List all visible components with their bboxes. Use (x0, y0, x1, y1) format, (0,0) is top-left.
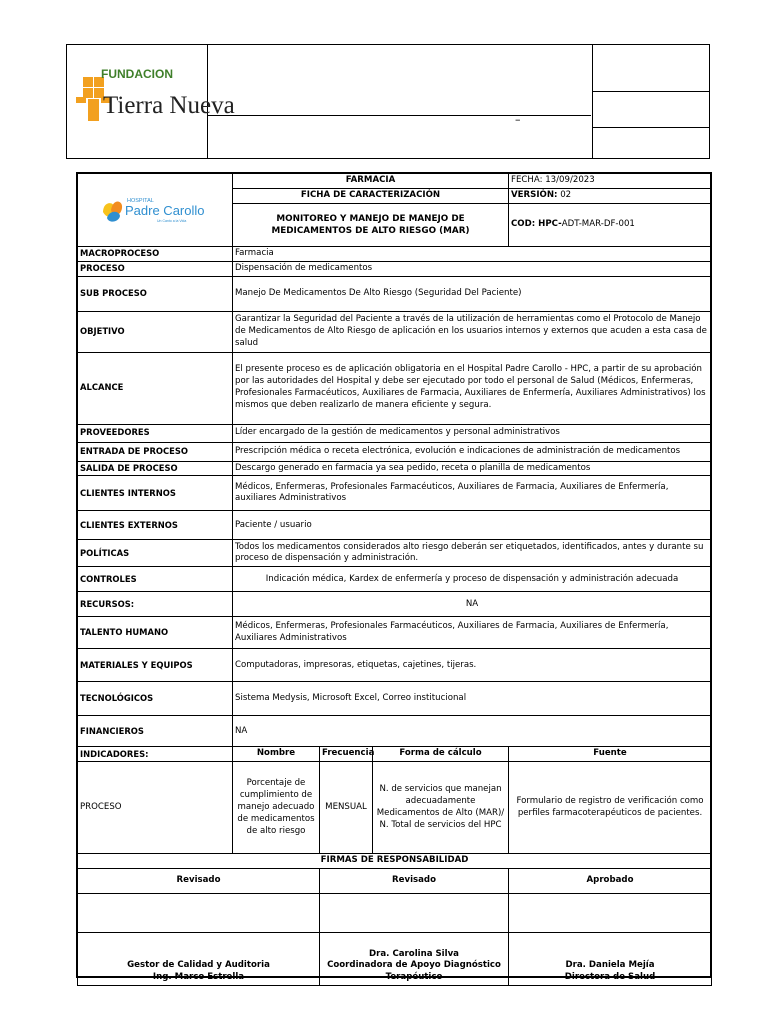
signature-space-3 (509, 894, 712, 933)
indicador-forma-calculo: N. de servicios que manejan adecuadamente Medicamentos de Alto (MAR)/ N. Total de servicios del HPC (373, 762, 509, 854)
code-field (509, 203, 712, 246)
signature-space-2 (320, 894, 509, 933)
indicadores-header-frecuencia: Frecuencia (320, 747, 373, 762)
clientes-externos-label: CLIENTES EXTERNOS (78, 511, 233, 540)
firmas-col-revisado-1: Revisado (78, 869, 320, 894)
indicador-nombre: Porcentaje de cumplimiento de manejo adecuado de medicamentos de alto riesgo (233, 762, 320, 854)
signature-block-3 (509, 933, 712, 986)
sig1-line2: Ing. Marco Estrella (152, 972, 245, 983)
tecnologicos-value: Sistema Medysis, Microsoft Excel, Correo institucional (233, 682, 712, 716)
materiales-label: MATERIALES Y EQUIPOS (78, 649, 233, 682)
proveedores-value: Líder encargado de la gestión de medicamentos y personal administrativos (233, 424, 712, 442)
indicador-frecuencia: MENSUAL (320, 762, 373, 854)
signature-space-1 (78, 894, 320, 933)
code-label: COD: HPC- (511, 218, 562, 229)
document-header (66, 44, 710, 159)
sig2-line1: Dra. Carolina Silva (369, 948, 459, 959)
clientes-internos-value: Médicos, Enfermeras, Profesionales Farmacéuticos, Auxiliares de Farmacia, Auxiliares de Enfermería, auxiliares Administrativos (233, 476, 712, 511)
tecnologicos-label: TECNOLÓGICOS (78, 682, 233, 716)
characterization-form (77, 173, 712, 986)
indicadores-header-forma: Forma de cálculo (373, 747, 509, 762)
firmas-col-aprobado: Aprobado (509, 869, 712, 894)
hospital-padre-carollo-logo (95, 188, 215, 228)
sig2-line3: Terapéutico (385, 972, 443, 983)
logo-tierra-nueva-text: Tierra Nueva (103, 92, 235, 119)
talento-humano-value: Médicos, Enfermeras, Profesionales Farmacéuticos, Auxiliares de Farmacia, Auxiliares de Enfermería, Auxiliares Administrativos (233, 617, 712, 649)
signature-block-2 (320, 933, 509, 986)
macroproceso-value: Farmacia (233, 246, 712, 261)
logo-fundacion-text: FUNDACION (101, 67, 173, 81)
signature-block-1 (78, 933, 320, 986)
proceso-label: PROCESO (78, 261, 233, 276)
subproceso-label: SUB PROCESO (78, 276, 233, 311)
politicas-label: POLÍTICAS (78, 540, 233, 567)
sig2-line2: Coordinadora de Apoyo Diagnóstico (327, 960, 501, 971)
indicadores-label: INDICADORES: (78, 747, 233, 762)
salida-label: SALIDA DE PROCESO (78, 461, 233, 476)
financieros-label: FINANCIEROS (78, 716, 233, 747)
materiales-value: Computadoras, impresoras, etiquetas, cajetines, tijeras. (233, 649, 712, 682)
document-title: MONITOREO Y MANEJO DE MANEJO DE MEDICAMENTOS DE ALTO RIESGO (MAR) (233, 203, 509, 246)
talento-humano-label: TALENTO HUMANO (78, 617, 233, 649)
sig3-line2: Directora de Salud (564, 972, 656, 983)
objetivo-label: OBJETIVO (78, 311, 233, 352)
alcance-value: El presente proceso es de aplicación obligatoria en el Hospital Padre Carollo - HPC, a partir de su aprobación por las autoridades del Hospital y debe ser ejecutado por todo el personal de Salud (Médicos, Enfermeras, Profesionales Farmacéuticos, Auxiliares de Farmacia, Auxiliares de Enfermería, Auxiliares Administrativos) los mismos que deben realizarlo de manera eficiente y segura. (233, 352, 712, 424)
entrada-value: Prescripción médica o receta electrónica, evolución e indicaciones de administración de medicamentos (233, 442, 712, 461)
proveedores-label: PROVEEDORES (78, 424, 233, 442)
alcance-label: ALCANCE (78, 352, 233, 424)
hospital-logo-cell (78, 174, 233, 247)
fundacion-tierra-nueva-logo (73, 63, 235, 133)
fecha-field: FECHA: 13/09/2023 (509, 174, 712, 189)
firmas-title: FIRMAS DE RESPONSABILIDAD (78, 854, 712, 869)
recursos-label: RECURSOS: (78, 592, 233, 617)
proceso-value: Dispensación de medicamentos (233, 261, 712, 276)
recursos-value: NA (233, 592, 712, 617)
sig1-line1: Gestor de Calidad y Auditoria (127, 960, 270, 971)
subproceso-value: Manejo De Medicamentos De Alto Riesgo (Seguridad Del Paciente) (233, 276, 712, 311)
version-value: 02 (557, 189, 572, 200)
entrada-label: ENTRADA DE PROCESO (78, 442, 233, 461)
sig3-line1: Dra. Daniela Mejía (565, 960, 655, 971)
clientes-internos-label: CLIENTES INTERNOS (78, 476, 233, 511)
logo-tagline: Un Canto a la Vida (157, 218, 187, 223)
area-title: FARMACIA (233, 174, 509, 189)
politicas-value: Todos los medicamentos considerados alto riesgo deberán ser etiquetados, identificados, antes y durante su proceso de dispensación y administración. (233, 540, 712, 567)
controles-label: CONTROLES (78, 567, 233, 592)
ficha-title: FICHA DE CARACTERIZACIÓN (233, 188, 509, 203)
indicador-fuente: Formulario de registro de verificación como perfiles farmacoterapéuticos de pacientes. (509, 762, 712, 854)
logo-hospital-small: HOSPITAL (127, 197, 154, 204)
version-field (509, 188, 712, 203)
financieros-value: NA (233, 716, 712, 747)
header-dash: – (515, 113, 521, 126)
salida-value: Descargo generado en farmacia ya sea pedido, receta o planilla de medicamentos (233, 461, 712, 476)
code-value: ADT-MAR-DF-001 (561, 218, 635, 229)
version-label: VERSIÓN: (511, 189, 558, 200)
controles-value: Indicación médica, Kardex de enfermería y proceso de dispensación y administración adecuada (233, 567, 712, 592)
clientes-externos-value: Paciente / usuario (233, 511, 712, 540)
objetivo-value: Garantizar la Seguridad del Paciente a través de la utilización de herramientas como el Protocolo de Manejo de Medicamentos de Alto Riesgo de aplicación en los usuarios internos y externos que acuden a esta casa de salud (233, 311, 712, 352)
indicadores-header-fuente: Fuente (509, 747, 712, 762)
macroproceso-label: MACROPROCESO (78, 246, 233, 261)
indicadores-row-label: PROCESO (78, 762, 233, 854)
firmas-col-revisado-2: Revisado (320, 869, 509, 894)
logo-padre-carollo: Padre Carollo (125, 202, 205, 218)
indicadores-header-nombre: Nombre (233, 747, 320, 762)
